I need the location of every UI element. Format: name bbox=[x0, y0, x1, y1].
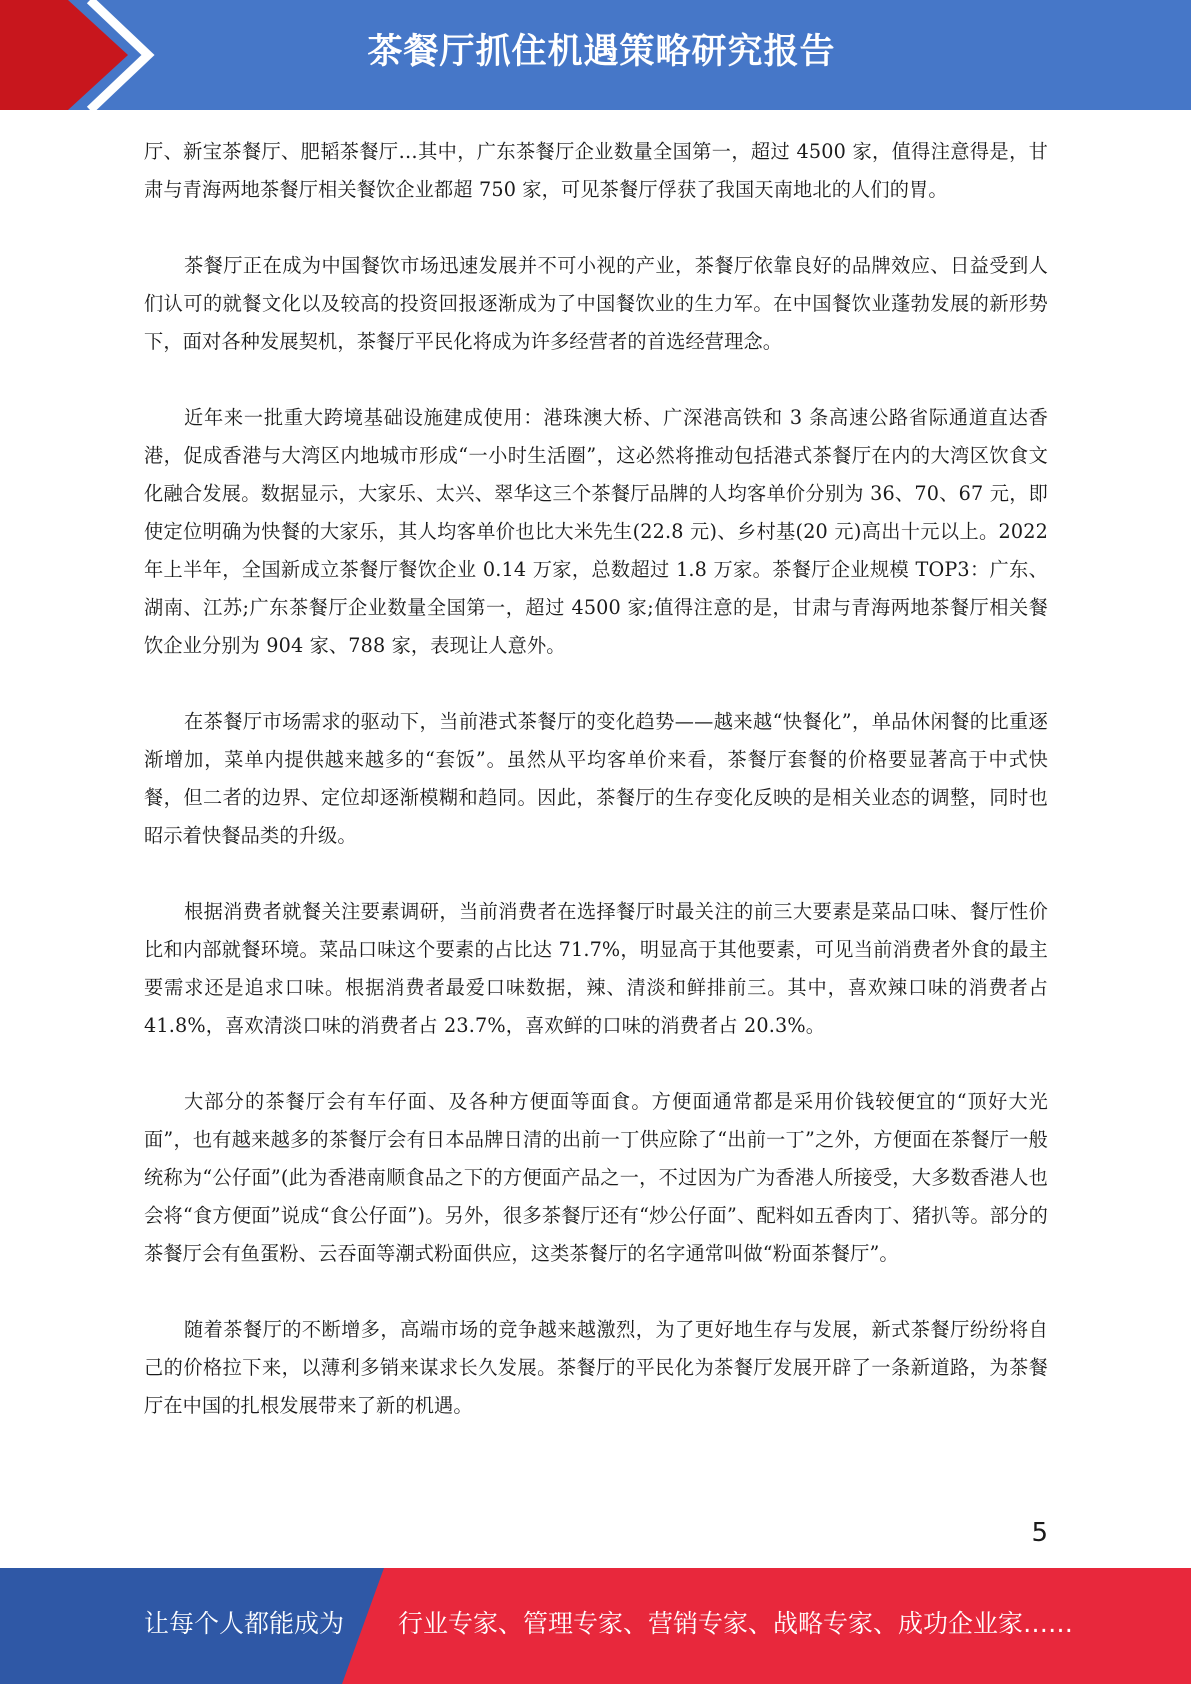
paragraph: 随着茶餐厅的不断增多，高端市场的竞争越来越激烈，为了更好地生存与发展，新式茶餐厅纷纷将自己的价格拉下来，以薄利多销来谋求长久发展。茶餐厅的平民化为茶餐厅发展开辟了一条新道路，为茶餐厅在中国的扎根发展带来了新的机遇。 bbox=[144, 1318, 1048, 1417]
footer-slogan-right: 行业专家、管理专家、营销专家、战略专家、成功企业家…… bbox=[398, 1609, 1074, 1638]
paragraph: 茶餐厅正在成为中国餐饮市场迅速发展并不可小视的产业，茶餐厅依靠良好的品牌效应、日益受到人们认可的就餐文化以及较高的投资回报逐渐成为了中国餐饮业的生力军。在中国餐饮业蓬勃发展的新形势下，面对各种发展契机，茶餐厅平民化将成为许多经营者的首选经营理念。 bbox=[144, 254, 1048, 353]
paragraph: 厅、新宝茶餐厅、肥韬茶餐厅…其中，广东茶餐厅企业数量全国第一，超过 4500 家，值得注意得是，甘肃与青海两地茶餐厅相关餐饮企业都超 750 家，可见茶餐厅俘获了我国天南地北的人们的胃。 bbox=[144, 140, 1048, 201]
document-body bbox=[144, 133, 1048, 1463]
footer-banner bbox=[0, 1568, 1191, 1684]
page-number: 5 bbox=[1031, 1518, 1048, 1548]
paragraph: 近年来一批重大跨境基础设施建成使用：港珠澳大桥、广深港高铁和 3 条高速公路省际通道直达香港，促成香港与大湾区内地城市形成“一小时生活圈”，这必然将推动包括港式茶餐厅在内的大湾区饮食文化融合发展。数据显示，大家乐、太兴、翠华这三个茶餐厅品牌的人均客单价分别为 36、70、67 元，即使定位明确为快餐的大家乐，其人均客单价也比大米先生(22.8 元)、乡村基(20 元)高出十元以上。2022 年上半年，全国新成立茶餐厅餐饮企业 0.14 万家，总数超过 1.8 万家。茶餐厅企业规模 TOP3：广东、湖南、江苏;广东茶餐厅企业数量全国第一，超过 4500 家;值得注意的是，甘肃与青海两地茶餐厅相关餐饮企业分别为 904 家、788 家，表现让人意外。 bbox=[144, 406, 1048, 657]
paragraph: 根据消费者就餐关注要素调研，当前消费者在选择餐厅时最关注的前三大要素是菜品口味、餐厅性价比和内部就餐环境。菜品口味这个要素的占比达 71.7%，明显高于其他要素，可见当前消费者外食的最主要需求还是追求口味。根据消费者最爱口味数据，辣、清淡和鲜排前三。其中，喜欢辣口味的消费者占 41.8%，喜欢清淡口味的消费者占 23.7%，喜欢鲜的口味的消费者占 20.3%。 bbox=[144, 900, 1048, 1037]
header-banner bbox=[0, 0, 1191, 110]
report-title: 茶餐厅抓住机遇策略研究报告 bbox=[367, 32, 836, 72]
footer-slogan-left: 让每个人都能成为 bbox=[144, 1609, 345, 1638]
paragraph: 大部分的茶餐厅会有车仔面、及各种方便面等面食。方便面通常都是采用价钱较便宜的“顶好大光面”，也有越来越多的茶餐厅会有日本品牌日清的出前一丁供应除了“出前一丁”之外，方便面在茶餐厅一般统称为“公仔面”(此为香港南顺食品之下的方便面产品之一，不过因为广为香港人所接受，大多数香港人也会将“食方便面”说成“食公仔面”)。另外，很多茶餐厅还有“炒公仔面”、配料如五香肉丁、猪扒等。部分的茶餐厅会有鱼蛋粉、云吞面等潮式粉面供应，这类茶餐厅的名字通常叫做“粉面茶餐厅”。 bbox=[144, 1090, 1048, 1265]
paragraph: 在茶餐厅市场需求的驱动下，当前港式茶餐厅的变化趋势——越来越“快餐化”，单品休闲餐的比重逐渐增加，菜单内提供越来越多的“套饭”。虽然从平均客单价来看，茶餐厅套餐的价格要显著高于中式快餐，但二者的边界、定位却逐渐模糊和趋同。因此，茶餐厅的生存变化反映的是相关业态的调整，同时也昭示着快餐品类的升级。 bbox=[144, 710, 1048, 847]
